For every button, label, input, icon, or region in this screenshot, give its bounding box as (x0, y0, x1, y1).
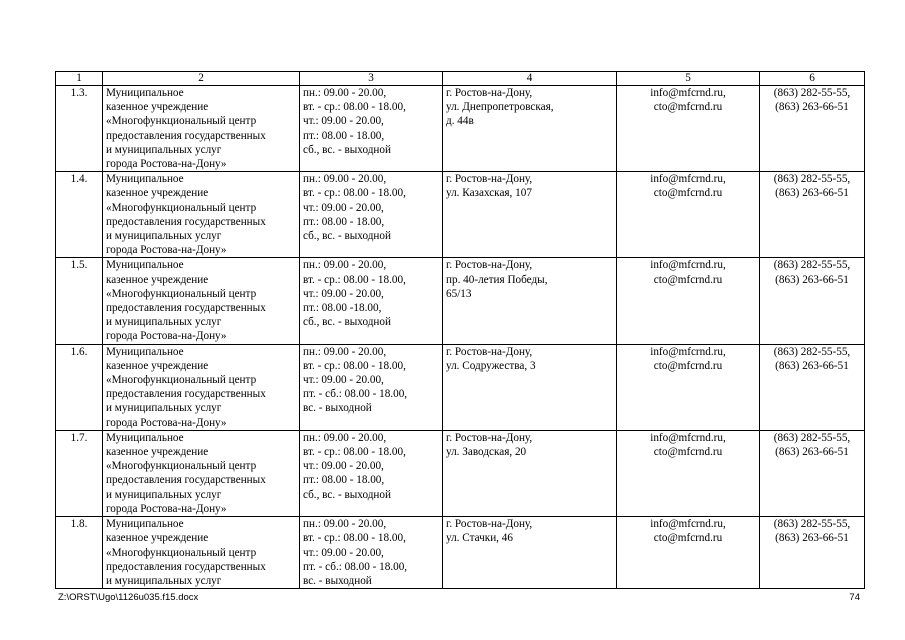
cell-line: (863) 282-55-55, (773, 345, 851, 358)
cell-line: г. Ростов-на-Дону, (446, 345, 533, 358)
cell-line: казенное учреждение (106, 532, 209, 545)
org-name-cell (103, 86, 300, 172)
column-header: 3 (300, 72, 443, 86)
cell-line: пт. - сб.: 08.00 - 18.00, (303, 560, 408, 573)
cell-line: пт. - сб.: 08.00 - 18.00, (303, 388, 408, 401)
cell-line: (863) 282-55-55, (773, 173, 851, 186)
table-row (56, 430, 865, 516)
working-hours-cell (300, 86, 443, 172)
row-number-cell: 1.5. (56, 258, 103, 344)
cell-line: казенное учреждение (106, 101, 209, 114)
phone-cell (760, 258, 865, 344)
cell-line: предоставления государственных (106, 474, 266, 487)
cell-line: cto@mfcrnd.ru (653, 101, 723, 114)
working-hours-cell (300, 344, 443, 430)
org-name-cell (103, 517, 300, 589)
cell-line: cto@mfcrnd.ru (653, 446, 723, 459)
email-cell (617, 258, 760, 344)
cell-line: казенное учреждение (106, 446, 209, 459)
cell-line: города Ростова-на-Дону» (106, 330, 227, 343)
cell-line: города Ростова-на-Дону» (106, 502, 227, 515)
cell-line: Муниципальное (106, 173, 184, 186)
cell-line: (863) 263-66-51 (775, 273, 849, 286)
cell-line: чт.: 09.00 - 20.00, (303, 546, 384, 559)
working-hours-cell (300, 430, 443, 516)
cell-line: казенное учреждение (106, 273, 209, 286)
email-cell (617, 172, 760, 258)
cell-line: и муниципальных услуг (106, 402, 222, 415)
cell-line: г. Ростов-на-Дону, (446, 87, 533, 99)
cell-line: города Ростова-на-Дону» (106, 416, 227, 429)
cell-line: чт.: 09.00 - 20.00, (303, 374, 384, 387)
email-cell (617, 430, 760, 516)
address-cell (443, 344, 617, 430)
cell-line: д. 44в (446, 115, 474, 128)
cell-line: казенное учреждение (106, 359, 209, 372)
cell-line: пн.: 09.00 - 20.00, (303, 87, 387, 99)
cell-line: вт. - ср.: 08.00 - 18.00, (303, 273, 406, 286)
cell-line: сб., вс. - выходной (303, 143, 391, 156)
cell-line: г. Ростов-на-Дону, (446, 259, 533, 272)
column-header: 5 (617, 72, 760, 86)
phone-cell (760, 517, 865, 589)
cell-line: города Ростова-на-Дону» (106, 158, 227, 171)
cell-line: Муниципальное (106, 518, 184, 531)
row-number-cell: 1.3. (56, 86, 103, 172)
working-hours-cell (300, 517, 443, 589)
working-hours-cell (300, 258, 443, 344)
cell-line: (863) 282-55-55, (773, 431, 851, 444)
cell-line: пт.: 08.00 -18.00, (303, 302, 382, 315)
cell-line: (863) 263-66-51 (775, 101, 849, 114)
cell-line: info@mfcrnd.ru, (650, 345, 726, 358)
cell-line: 65/13 (446, 287, 472, 300)
cell-line: пн.: 09.00 - 20.00, (303, 173, 387, 186)
org-name-cell (103, 344, 300, 430)
cell-line: info@mfcrnd.ru, (650, 87, 726, 99)
cell-line: чт.: 09.00 - 20.00, (303, 115, 384, 128)
cell-line: сб., вс. - выходной (303, 316, 391, 329)
cell-line: ул. Заводская, 20 (446, 446, 527, 459)
working-hours-cell (300, 172, 443, 258)
cell-line: вт. - ср.: 08.00 - 18.00, (303, 446, 406, 459)
column-header: 6 (760, 72, 865, 86)
cell-line: вт. - ср.: 08.00 - 18.00, (303, 187, 406, 200)
phone-cell (760, 172, 865, 258)
cell-line: г. Ростов-на-Дону, (446, 431, 533, 444)
cell-line: cto@mfcrnd.ru (653, 532, 723, 545)
cell-line: (863) 282-55-55, (773, 87, 851, 99)
cell-line: cto@mfcrnd.ru (653, 359, 723, 372)
cell-line: г. Ростов-на-Дону, (446, 173, 533, 186)
cell-line: чт.: 09.00 - 20.00, (303, 287, 384, 300)
services-table (55, 71, 865, 589)
row-number-cell: 1.8. (56, 517, 103, 589)
page-number: 74 (849, 592, 860, 603)
address-cell (443, 517, 617, 589)
cell-line: города Ростова-на-Дону» (106, 244, 227, 257)
row-number-cell: 1.7. (56, 430, 103, 516)
cell-line: cto@mfcrnd.ru (653, 187, 723, 200)
cell-line: предоставления государственных (106, 302, 266, 315)
cell-line: Муниципальное (106, 259, 184, 272)
cell-line: пн.: 09.00 - 20.00, (303, 431, 387, 444)
cell-line: пн.: 09.00 - 20.00, (303, 259, 387, 272)
cell-line: пт.: 08.00 - 18.00, (303, 215, 385, 228)
cell-line: Муниципальное (106, 345, 184, 358)
cell-line: (863) 263-66-51 (775, 446, 849, 459)
cell-line: г. Ростов-на-Дону, (446, 518, 533, 531)
table-row (56, 258, 865, 344)
cell-line: чт.: 09.00 - 20.00, (303, 460, 384, 473)
cell-line: и муниципальных услуг (106, 143, 222, 156)
phone-cell (760, 344, 865, 430)
email-cell (617, 344, 760, 430)
row-number-cell: 1.6. (56, 344, 103, 430)
row-number-cell: 1.4. (56, 172, 103, 258)
cell-line: сб., вс. - выходной (303, 488, 391, 501)
cell-line: «Многофункциональный центр (106, 115, 257, 128)
cell-line: чт.: 09.00 - 20.00, (303, 201, 384, 214)
org-name-cell (103, 172, 300, 258)
column-header: 4 (443, 72, 617, 86)
cell-line: вт. - ср.: 08.00 - 18.00, (303, 359, 406, 372)
cell-line: и муниципальных услуг (106, 316, 222, 329)
cell-line: «Многофункциональный центр (106, 460, 257, 473)
cell-line: пт.: 08.00 - 18.00, (303, 474, 385, 487)
phone-cell (760, 430, 865, 516)
cell-line: (863) 263-66-51 (775, 187, 849, 200)
cell-line: пр. 40-летия Победы, (446, 273, 548, 286)
table-body (56, 86, 865, 589)
table-row (56, 86, 865, 172)
cell-line: предоставления государственных (106, 388, 266, 401)
cell-line: вт. - ср.: 08.00 - 18.00, (303, 101, 406, 114)
cell-line: сб., вс. - выходной (303, 230, 391, 243)
cell-line: (863) 282-55-55, (773, 259, 851, 272)
cell-line: «Многофункциональный центр (106, 546, 257, 559)
column-header: 1 (56, 72, 103, 86)
table-row (56, 172, 865, 258)
header-row (56, 72, 865, 86)
cell-line: и муниципальных услуг (106, 230, 222, 243)
cell-line: вт. - ср.: 08.00 - 18.00, (303, 532, 406, 545)
cell-line: info@mfcrnd.ru, (650, 173, 726, 186)
table-row (56, 344, 865, 430)
org-name-cell (103, 430, 300, 516)
cell-line: info@mfcrnd.ru, (650, 431, 726, 444)
footer-file-path: Z:\ORST\Ugo\1126u035.f15.docx (58, 592, 199, 603)
cell-line: «Многофункциональный центр (106, 287, 257, 300)
cell-line: ул. Содружества, 3 (446, 359, 536, 372)
cell-line: Муниципальное (106, 87, 184, 99)
cell-line: «Многофункциональный центр (106, 201, 257, 214)
cell-line: ул. Казахская, 107 (446, 187, 532, 200)
cell-line: info@mfcrnd.ru, (650, 518, 726, 531)
cell-line: «Многофункциональный центр (106, 374, 257, 387)
cell-line: предоставления государственных (106, 215, 266, 228)
address-cell (443, 258, 617, 344)
cell-line: ул. Днепропетровская, (446, 101, 554, 114)
cell-line: ул. Стачки, 46 (446, 532, 513, 545)
cell-line: пн.: 09.00 - 20.00, (303, 345, 387, 358)
org-name-cell (103, 258, 300, 344)
cell-line: пт.: 08.00 - 18.00, (303, 129, 385, 142)
cell-line: (863) 263-66-51 (775, 359, 849, 372)
cell-line: казенное учреждение (106, 187, 209, 200)
column-header: 2 (103, 72, 300, 86)
table-row (56, 517, 865, 589)
email-cell (617, 86, 760, 172)
cell-line: пн.: 09.00 - 20.00, (303, 518, 387, 531)
cell-line: вс. - выходной (303, 402, 372, 415)
cell-line: Муниципальное (106, 431, 184, 444)
cell-line: предоставления государственных (106, 560, 266, 573)
phone-cell (760, 86, 865, 172)
cell-line: (863) 282-55-55, (773, 518, 851, 531)
cell-line: и муниципальных услуг (106, 574, 222, 587)
address-cell (443, 430, 617, 516)
address-cell (443, 86, 617, 172)
email-cell (617, 517, 760, 589)
cell-line: вс. - выходной (303, 574, 372, 587)
cell-line: и муниципальных услуг (106, 488, 222, 501)
cell-line: предоставления государственных (106, 129, 266, 142)
cell-line: (863) 263-66-51 (775, 532, 849, 545)
cell-line: cto@mfcrnd.ru (653, 273, 723, 286)
address-cell (443, 172, 617, 258)
cell-line: info@mfcrnd.ru, (650, 259, 726, 272)
